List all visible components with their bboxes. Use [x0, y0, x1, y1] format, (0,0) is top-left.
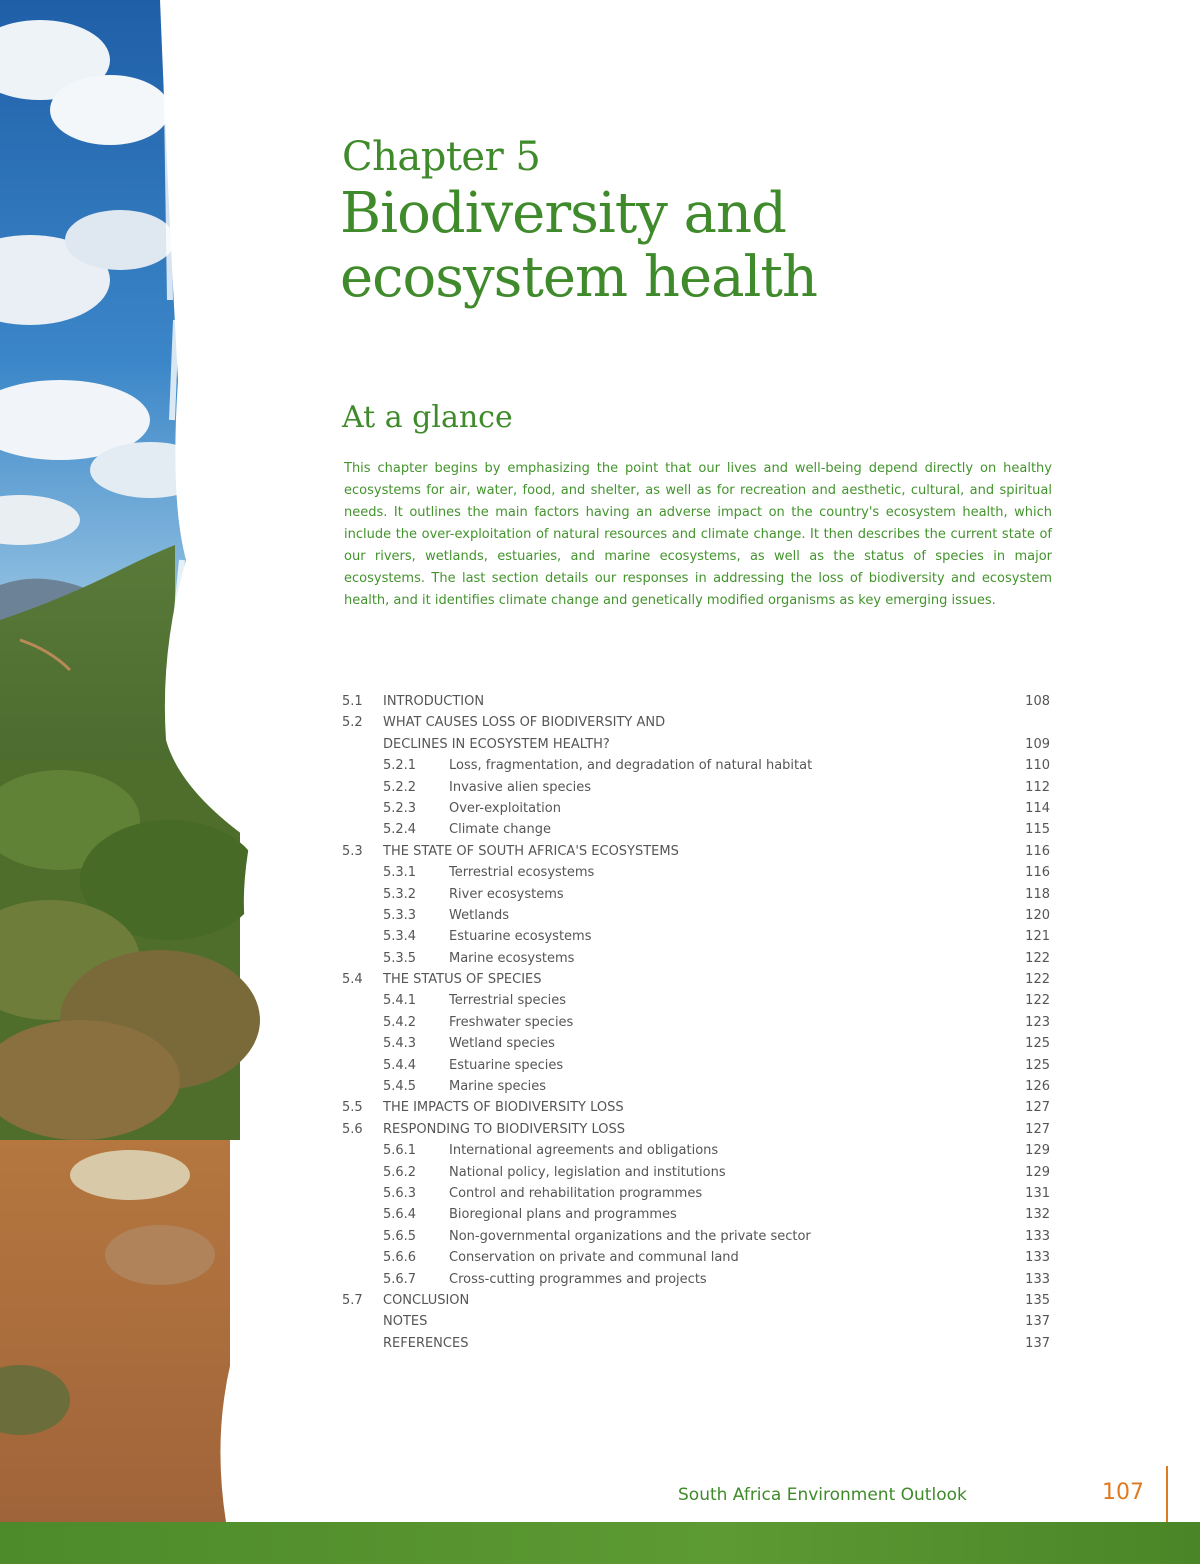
toc-entry-number: 5.6.2 [383, 1164, 417, 1180]
toc-entry-number: 5.2.4 [383, 822, 417, 838]
toc-entry-title: Wetlands [449, 907, 510, 923]
chapter-label: Chapter 5 [342, 134, 541, 180]
toc-entry-number: 5.6 [342, 1121, 363, 1137]
toc-entry-page: 122 [1025, 950, 1050, 966]
toc-entry-number: 5.6.7 [383, 1271, 417, 1287]
toc-entry[interactable] [342, 819, 1050, 840]
toc-entry-number: 5.6.1 [383, 1143, 417, 1159]
toc-entry-number: 5.3.1 [383, 865, 417, 881]
toc-entry[interactable] [342, 1076, 1050, 1097]
toc-entry-title: Over-exploitation [449, 800, 561, 816]
toc-entry-page: 126 [1025, 1079, 1050, 1095]
toc-entry-page: 118 [1025, 886, 1050, 902]
page-number: 107 [1102, 1480, 1144, 1505]
toc-entry-title: THE STATUS OF SPECIES [383, 972, 542, 988]
toc-entry[interactable] [342, 755, 1050, 776]
toc-entry[interactable] [342, 841, 1050, 862]
toc-entry-title: INTRODUCTION [383, 694, 485, 709]
footer-band [0, 1522, 1200, 1564]
toc-entry-page: 114 [1025, 800, 1050, 816]
toc-entry[interactable] [342, 1183, 1050, 1204]
toc-entry[interactable] [342, 862, 1050, 883]
toc-entry-page: 125 [1025, 1057, 1050, 1073]
toc-entry[interactable] [342, 948, 1050, 969]
toc-entry-number: 5.3.5 [383, 950, 417, 966]
toc-entry-title: Wetland species [449, 1036, 555, 1052]
toc-entry-title: Loss, fragmentation, and degradation of natural habitat [449, 758, 813, 774]
toc-entry[interactable] [342, 712, 1050, 733]
toc-entry[interactable] [342, 905, 1050, 926]
toc-entry-title: Freshwater species [449, 1014, 574, 1030]
toc-entry[interactable] [342, 884, 1050, 905]
toc-entry-title: Terrestrial ecosystems [449, 865, 595, 881]
toc-entry-page: 127 [1025, 1100, 1050, 1116]
toc-entry-title: Cross-cutting programmes and projects [449, 1271, 707, 1287]
toc-entry-title: NOTES [383, 1314, 428, 1330]
toc-entry-number: 5.4.3 [383, 1036, 417, 1052]
toc-entry-title: Estuarine species [449, 1057, 564, 1073]
toc-entry-number: 5.1 [342, 694, 363, 709]
toc-entry-number: 5.6.4 [383, 1207, 417, 1223]
toc-entry-page: 122 [1025, 972, 1050, 988]
toc-entry-title: Control and rehabilitation programmes [449, 1185, 703, 1201]
toc-entry-number: 5.3.4 [383, 929, 417, 945]
toc-entry-page: 123 [1025, 1014, 1050, 1030]
toc-entry[interactable] [342, 1097, 1050, 1118]
toc-entry-title: WHAT CAUSES LOSS OF BIODIVERSITY AND [383, 715, 666, 731]
toc-entry[interactable] [342, 734, 1050, 755]
toc-entry-title: Non-governmental organizations and the private sector [449, 1228, 811, 1244]
toc-entry-number: 5.4.1 [383, 993, 417, 1009]
toc-entry[interactable] [342, 1204, 1050, 1225]
toc-entry[interactable] [342, 1269, 1050, 1290]
landscape-photo [0, 0, 290, 1522]
toc-entry-title: THE IMPACTS OF BIODIVERSITY LOSS [383, 1100, 624, 1116]
toc-entry-page: 121 [1025, 929, 1050, 945]
toc-entry-page: 120 [1025, 907, 1050, 923]
toc-entry-page: 116 [1025, 865, 1050, 881]
toc-entry-page: 132 [1025, 1207, 1050, 1223]
toc-entry-number: 5.2.1 [383, 758, 417, 774]
toc-entry-title: RESPONDING TO BIODIVERSITY LOSS [383, 1121, 625, 1137]
toc-entry-page: 133 [1025, 1271, 1050, 1287]
toc-entry-page: 131 [1025, 1185, 1050, 1201]
toc-entry[interactable] [342, 1226, 1050, 1247]
toc-entry-title: REFERENCES [383, 1335, 469, 1351]
toc-entry[interactable] [342, 1311, 1050, 1332]
toc-entry-title: Terrestrial species [449, 993, 566, 1009]
toc-entry[interactable] [342, 777, 1050, 798]
toc-entry-number: 5.6.3 [383, 1185, 417, 1201]
toc-entry[interactable] [342, 1119, 1050, 1140]
toc-entry-title: Conservation on private and communal land [449, 1250, 739, 1266]
publication-title: South Africa Environment Outlook [678, 1485, 967, 1505]
toc-entry-number: 5.4.5 [383, 1079, 417, 1095]
toc-entry-title: Bioregional plans and programmes [449, 1207, 677, 1223]
toc-entry-page: 133 [1025, 1228, 1050, 1244]
toc-entry-page: 108 [1025, 694, 1050, 709]
toc-entry-number: 5.6.6 [383, 1250, 417, 1266]
toc-entry-title: DECLINES IN ECOSYSTEM HEALTH? [383, 736, 610, 752]
toc-entry[interactable] [342, 1162, 1050, 1183]
toc-entry-page: 129 [1025, 1143, 1050, 1159]
glance-text: This chapter begins by emphasizing the point that our lives and well-being depend directly on healthy ecosystems for air, water, food, and shelter, as well as for recreation and aesthetic, cultural, and spiritual needs. It outlines the main factors having an adverse impact on the country's ecosystem health, which include the over-exploitation of natural resources and climate change. It then describes the current state of our rivers, wetlands, estuaries, and marine ecosystems, as well as the status of species in major ecosystems. The last section details our responses in addressing the loss of biodiversity and ecosystem health, and it identifies climate change and genetically modified organisms as key emerging issues. [344, 461, 1052, 608]
toc-entry-title: River ecosystems [449, 886, 564, 902]
toc-entry-page: 112 [1025, 779, 1050, 795]
glance-heading: At a glance [342, 400, 513, 435]
toc-entry-page: 133 [1025, 1250, 1050, 1266]
toc-entry-number: 5.4.4 [383, 1057, 417, 1073]
toc-entry[interactable] [342, 1333, 1050, 1354]
toc-entry-title: Estuarine ecosystems [449, 929, 592, 945]
toc-entry-page: 129 [1025, 1164, 1050, 1180]
toc-entry-page: 122 [1025, 993, 1050, 1009]
toc-entry-number: 5.2.2 [383, 779, 417, 795]
toc-entry-number: 5.2.3 [383, 800, 417, 816]
toc-entry-page: 109 [1025, 736, 1050, 752]
toc-entry-number: 5.4.2 [383, 1014, 417, 1030]
table-of-contents [342, 691, 1050, 1354]
toc-entry[interactable] [342, 926, 1050, 947]
toc-entry[interactable] [342, 969, 1050, 990]
toc-entry-page: 127 [1025, 1121, 1050, 1137]
toc-entry-number: 5.3.3 [383, 907, 417, 923]
toc-entry[interactable] [342, 1140, 1050, 1161]
toc-entry-title: International agreements and obligations [449, 1143, 719, 1159]
chapter-title: Biodiversity and ecosystem health [340, 181, 817, 310]
toc-entry[interactable] [342, 990, 1050, 1011]
toc-entry-title: National policy, legislation and institutions [449, 1164, 726, 1180]
toc-entry[interactable] [342, 691, 1050, 712]
toc-entry[interactable] [342, 798, 1050, 819]
toc-entry-title: Climate change [449, 822, 552, 838]
toc-entry-number: 5.5 [342, 1100, 363, 1116]
toc-entry-title: CONCLUSION [383, 1292, 470, 1308]
toc-entry[interactable] [342, 1012, 1050, 1033]
toc-entry-page: 115 [1025, 822, 1050, 838]
toc-entry-page: 137 [1025, 1335, 1050, 1351]
toc-entry-number: 5.4 [342, 972, 363, 988]
toc-entry-number: 5.6.5 [383, 1228, 417, 1244]
toc-entry-page: 137 [1025, 1314, 1050, 1330]
toc-entry-page: 116 [1025, 843, 1050, 859]
toc-entry[interactable] [342, 1033, 1050, 1054]
toc-entry-page: 135 [1025, 1292, 1050, 1308]
toc-entry-number: 5.2 [342, 715, 363, 731]
toc-entry[interactable] [342, 1055, 1050, 1076]
toc-entry-number: 5.3 [342, 843, 363, 859]
toc-entry[interactable] [342, 1247, 1050, 1268]
toc-entry-page: 110 [1025, 758, 1050, 774]
toc-entry-title: Marine ecosystems [449, 950, 575, 966]
toc-entry-number: 5.7 [342, 1292, 363, 1308]
toc-entry-number: 5.3.2 [383, 886, 417, 902]
toc-entry-title: Invasive alien species [449, 779, 592, 795]
toc-entry-title: Marine species [449, 1079, 547, 1095]
toc-entry-page: 125 [1025, 1036, 1050, 1052]
toc-entry-title: THE STATE OF SOUTH AFRICA'S ECOSYSTEMS [383, 843, 679, 859]
toc-entry[interactable] [342, 1290, 1050, 1311]
